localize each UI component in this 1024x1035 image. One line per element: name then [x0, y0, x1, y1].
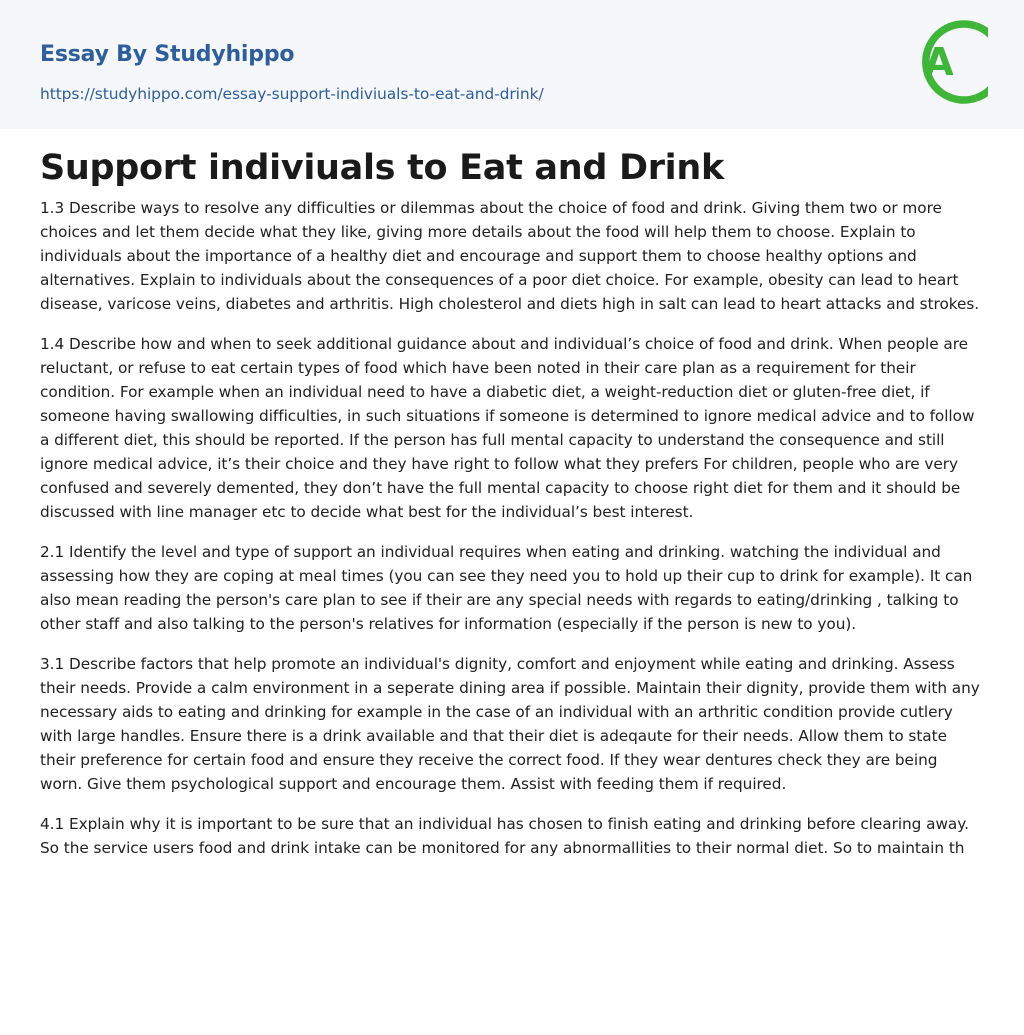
essay-paragraph: 2.1 Identify the level and type of support an individual requires when eating and drinking. watching the individual and assessing how they are coping at meal times (you can see they need you to hold up their cup to drink for example). It can also mean reading the person's care plan to see if their are any special needs with regards to eating/drinking , talking to other staff and also talking to the person's relatives for information (especially if the person is new to you). [40, 543, 973, 633]
studyhippo-logo-icon[interactable] [908, 18, 988, 106]
essay-title: Support indiviuals to Eat and Drink [40, 148, 724, 188]
site-header [0, 0, 1024, 129]
essay-paragraph: 4.1 Explain why it is important to be sure that an individual has chosen to finish eating and drinking before clearing away. So the service users food and drink intake can be monitored for any abnormallities to their normal diet. So to maintain th [40, 815, 969, 857]
essay-body [40, 146, 980, 876]
site-brand[interactable]: Essay By Studyhippo [40, 42, 295, 67]
essay-url-link[interactable]: https://studyhippo.com/essay-support-indiviuals-to-eat-and-drink/ [40, 85, 544, 103]
essay-paragraph: 1.3 Describe ways to resolve any difficulties or dilemmas about the choice of food and drink. Giving them two or more choices and let them decide what they like, giving more details about the food will help them to choose. Explain to individuals about the importance of a healthy diet and encourage and support them to choose healthy options and alternatives. Explain to individuals about the consequences of a poor diet choice. For example, obesity can lead to heart disease, varicose veins, diabetes and arthritis. High cholesterol and diets high in salt can lead to heart attacks and strokes. [40, 199, 980, 313]
essay-paragraph: 3.1 Describe factors that help promote an individual's dignity, comfort and enjoyment while eating and drinking. Assess their needs. Provide a calm environment in a seperate dining area if possible. Maintain their dignity, provide them with any necessary aids to eating and drinking for example in the case of an individual with an arthritic condition provide cutlery with large handles. Ensure there is a drink available and that their diet is adeqaute for their needs. Allow them to state their preference for certain food and ensure they receive the correct food. If they wear dentures check they are being worn. Give them psychological support and encourage them. Assist with feeding them if required. [40, 655, 980, 793]
essay-paragraph: 1.4 Describe how and when to seek additional guidance about and individual’s choice of food and drink. When people are reluctant, or refuse to eat certain types of food which have been noted in their care plan as a requirement for their condition. For example when an individual need to have a diabetic diet, a weight-reduction diet or gluten-free diet, if someone having swallowing difficulties, in such situations if someone is determined to ignore medical advice and to follow a different diet, this should be reported. If the person has full mental capacity to understand the consequence and still ignore medical advice, it’s their choice and they have right to follow what they prefers For children, people who are very confused and severely demented, they don’t have the full mental capacity to choose right diet for them and it should be discussed with line manager etc to decide what best for the individual’s best interest. [40, 335, 975, 521]
logo-letter: A [924, 40, 954, 84]
